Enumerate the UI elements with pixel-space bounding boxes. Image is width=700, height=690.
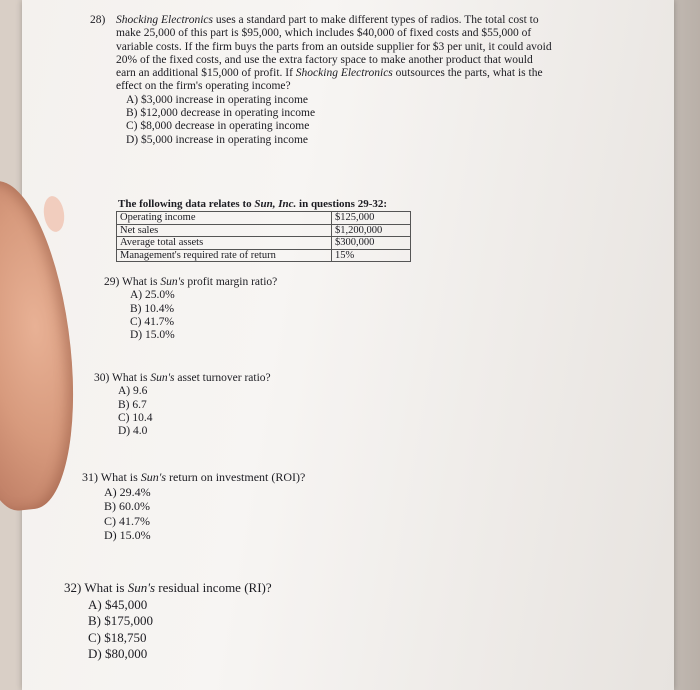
question-31-choices [82, 485, 305, 543]
question-29-stem: 29) What is Sun's profit margin ratio? [104, 276, 278, 288]
company-name: Sun's [140, 470, 167, 484]
choice-b[interactable]: B) 60.0% [104, 499, 150, 513]
question-number: 31) [82, 470, 98, 484]
choice-a[interactable]: A) $45,000 [88, 596, 148, 612]
choice-c[interactable]: C) 41.7% [104, 513, 150, 528]
row-label: Management's required rate of return [117, 249, 332, 262]
choice-b[interactable]: B) $12,000 decrease in operating income [126, 107, 316, 120]
question-28-stem [90, 14, 660, 94]
company-name: Shocking Electronics [116, 14, 213, 26]
question-29-choices [104, 289, 277, 342]
choice-d[interactable]: D) $80,000 [88, 646, 148, 661]
choice-a[interactable]: A) $3,000 increase in operating income [126, 93, 309, 106]
question-29 [104, 276, 277, 342]
question-31-stem: 31) What is Sun's return on investment (ROI)? [82, 470, 306, 484]
table-row [117, 249, 411, 262]
question-30 [94, 372, 271, 438]
choice-a[interactable]: A) 25.0% [130, 289, 175, 302]
question-number: 29) [104, 276, 120, 288]
table-row [117, 212, 411, 225]
table-intro: The following data relates to Sun, Inc. in questions 29-32: [118, 198, 388, 210]
question-32 [64, 580, 272, 663]
question-32-choices [64, 597, 272, 663]
choice-d[interactable]: D) 15.0% [130, 329, 175, 342]
choice-d[interactable]: D) $5,000 increase in operating income [126, 133, 309, 146]
row-label: Net sales [117, 224, 332, 237]
choice-c[interactable]: C) 41.7% [130, 315, 175, 328]
question-28-choices [90, 94, 660, 147]
question-28 [90, 14, 660, 147]
company-name: Sun's [150, 372, 175, 384]
choice-b[interactable]: B) $175,000 [88, 613, 153, 628]
row-value: $125,000 [332, 212, 411, 225]
question-number: 30) [94, 372, 110, 384]
table-row [117, 237, 411, 250]
choice-c[interactable]: C) $8,000 decrease in operating income [126, 120, 310, 133]
company-name: Sun's [127, 580, 156, 595]
choice-a[interactable]: A) 29.4% [104, 484, 151, 499]
row-value: $300,000 [332, 237, 411, 250]
question-31 [82, 470, 305, 543]
question-28-text: Shocking Electronics uses a standard part to make different types of radios. The total cost to make 25,000 of this part is $95,000, which includes $40,000 of fixed costs and $55,000 of variable costs. If the firm buys the parts from an outside supplier for $3 per unit, it could avoid 20% of the fixed costs, and use the extra factory space to make another product that would earn an additional $15,000 of profit. If Shocking Electronics outsources the parts, what is the effect on the firm's operating income? [116, 14, 552, 93]
choice-c[interactable]: C) $18,750 [88, 629, 147, 645]
choice-a[interactable]: A) 9.6 [118, 385, 148, 398]
data-table [116, 211, 411, 262]
company-name: Shocking Electronics [295, 67, 393, 80]
question-30-stem: 30) What is Sun's asset turnover ratio? [94, 372, 271, 384]
question-30-choices [94, 385, 271, 438]
choice-d[interactable]: D) 15.0% [104, 528, 151, 542]
row-value: 15% [332, 249, 411, 262]
question-32-stem: 32) What is Sun's residual income (RI)? [64, 580, 272, 595]
row-label: Average total assets [117, 237, 332, 250]
choice-b[interactable]: B) 10.4% [130, 302, 175, 315]
exam-page [22, 0, 674, 690]
company-name: Sun's [160, 276, 185, 288]
row-value: $1,200,000 [332, 224, 411, 237]
row-label: Operating income [117, 212, 332, 225]
question-number: 32) [64, 580, 82, 595]
choice-b[interactable]: B) 6.7 [118, 398, 147, 411]
question-number: 28) [90, 14, 106, 26]
choice-c[interactable]: C) 10.4 [118, 411, 153, 424]
choice-d[interactable]: D) 4.0 [118, 425, 148, 438]
table-row [117, 224, 411, 237]
